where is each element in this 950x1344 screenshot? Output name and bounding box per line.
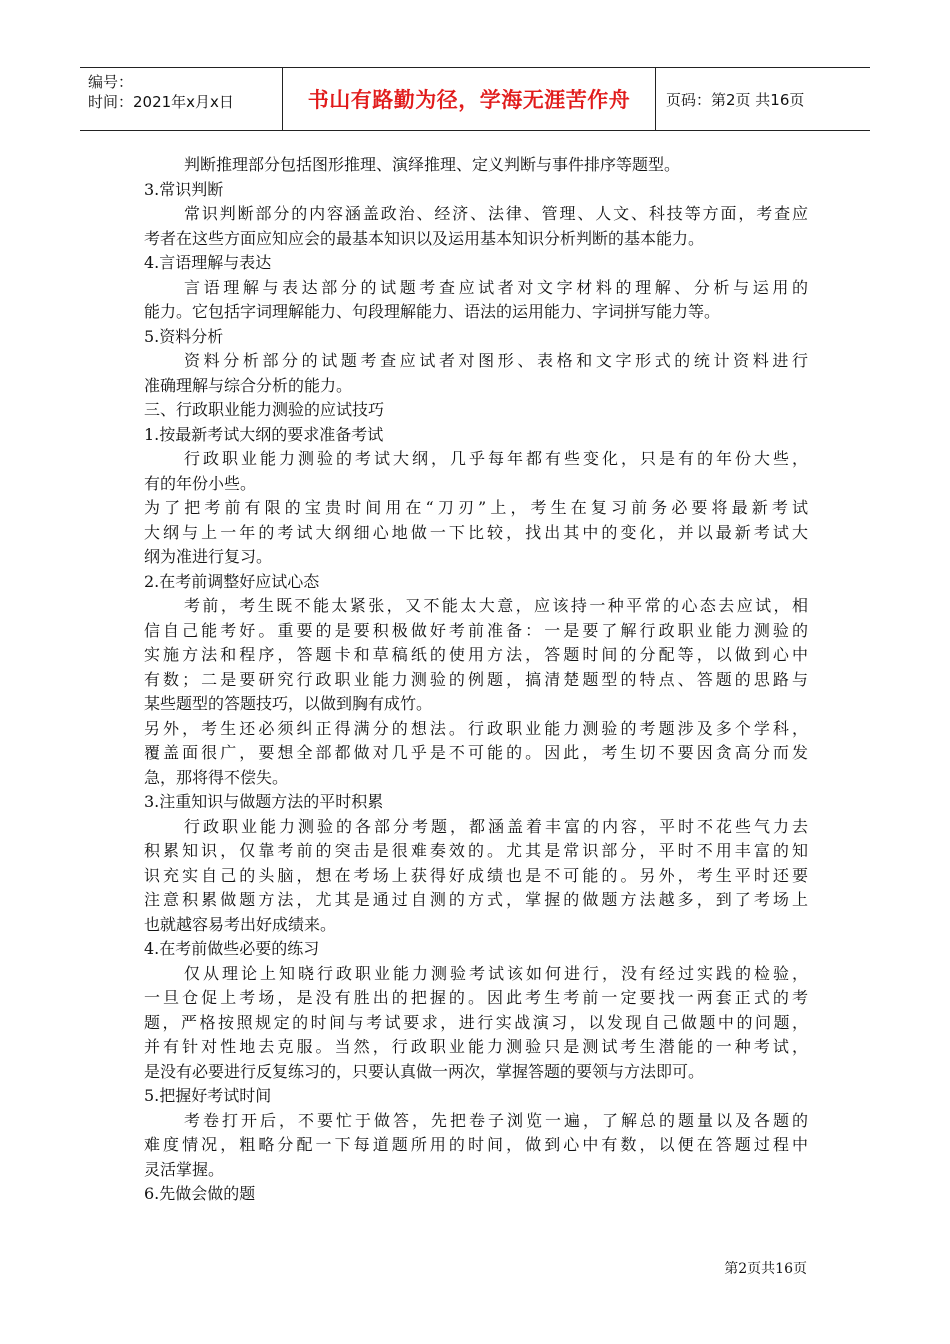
section-heading: 2.在考前调整好应试心态 xyxy=(144,571,320,591)
footer-page-number: 第2页共16页 xyxy=(724,1261,807,1277)
section-heading: 5.把握好考试时间 xyxy=(144,1086,272,1105)
paragraph-line: 大纲与上一年的考试大纲细心地做一下比较，找出其中的变化，并以最新考试大 xyxy=(144,522,808,542)
paragraph-line: 有的年份小些。 xyxy=(144,473,257,493)
paragraph-line: 覆盖面很广，要想全部都做对几乎是不可能的。因此，考生切不要因贪高分而发 xyxy=(144,743,808,762)
paragraph-line: 某些题型的答题技巧，以做到胸有成竹。 xyxy=(144,694,433,713)
paragraph-line: 信自己能考好。重要的是要积极做好考前准备：一是要了解行政职业能力测验的 xyxy=(144,620,808,640)
header-meta xyxy=(80,68,283,130)
section-heading: 4.在考前做些必要的练习 xyxy=(144,939,320,958)
paragraph-line: 也就越容易考出好成绩来。 xyxy=(144,914,337,934)
paragraph-line: 积累知识，仅靠考前的突击是很难奏效的。尤其是常识部分，平时不用丰富的知 xyxy=(144,841,808,860)
paragraph-line: 资料分析部分的试题考查应试者对图形、表格和文字形式的统计资料进行 xyxy=(184,351,808,370)
paragraph-line: 行政职业能力测验的各部分考题，都涵盖着丰富的内容，平时不花些气力去 xyxy=(184,816,808,836)
paragraph-line: 考者在这些方面应知应会的最基本知识以及运用基本知识分析判断的基本能力。 xyxy=(144,228,705,248)
paragraph-line: 难度情况，粗略分配一下每道题所用的时间，做到心中有数，以便在答题过程中 xyxy=(144,1135,808,1154)
header-page-number: 页码：第2页 共16页 xyxy=(666,90,805,109)
section-heading: 6.先做会做的题 xyxy=(144,1184,256,1203)
document-code-label: 编号： xyxy=(88,73,134,91)
paragraph-line: 常识判断部分的内容涵盖政治、经济、法律、管理、人文、科技等方面，考查应 xyxy=(184,204,808,223)
section-heading: 1.按最新考试大纲的要求准备考试 xyxy=(144,424,384,444)
paragraph-line: 识充实自己的头脑，想在考场上获得好成绩也是不可能的。另外，考生平时还要 xyxy=(144,865,808,885)
paragraph-line: 有数；二是要研究行政职业能力测验的例题，搞清楚题型的特点、答题的思路与 xyxy=(144,669,808,689)
section-heading: 3.常识判断 xyxy=(144,179,224,199)
paragraph-line: 判断推理部分包括图形推理、演绎推理、定义判断与事件排序等题型。 xyxy=(184,155,681,174)
paragraph-line: 急，那将得不偿失。 xyxy=(144,767,289,787)
section-heading: 4.言语理解与表达 xyxy=(144,253,272,272)
paragraph-line: 灵活掌握。 xyxy=(144,1159,225,1179)
paragraph-line: 准确理解与综合分析的能力。 xyxy=(144,375,353,395)
paragraph-line: 能力。它包括字词理解能力、句段理解能力、语法的运用能力、字词拼写能力等。 xyxy=(144,302,721,321)
paragraph-line: 是没有必要进行反复练习的，只要认真做一两次，掌握答题的要领与方法即可。 xyxy=(144,1061,705,1081)
document-body xyxy=(144,153,808,1207)
paragraph-line: 仅从理论上知晓行政职业能力测验考试该如何进行，没有经过实践的检验， xyxy=(184,963,808,983)
section-heading: 三、行政职业能力测验的应试技巧 xyxy=(144,400,385,419)
document-date: 时间：2021年x月x日 xyxy=(88,93,234,111)
paragraph-line: 一旦仓促上考场，是没有胜出的把握的。因此考生考前一定要找一两套正式的考 xyxy=(144,988,808,1007)
paragraph-line: 纲为准进行复习。 xyxy=(144,547,273,566)
paragraph-line: 为了把考前有限的宝贵时间用在“刀刃”上，考生在复习前务必要将最新考试 xyxy=(144,498,808,517)
paragraph-line: 考前，考生既不能太紧张，又不能太大意，应该持一种平常的心态去应试，相 xyxy=(184,596,808,615)
paragraph-line: 并有针对性地去克服。当然，行政职业能力测验只是测试考生潜能的一种考试， xyxy=(144,1037,808,1056)
page-header xyxy=(80,67,870,131)
section-heading: 3.注重知识与做题方法的平时积累 xyxy=(144,792,384,811)
paragraph-line: 注意积累做题方法，尤其是通过自测的方式，掌握的做题方法越多，到了考场上 xyxy=(144,890,808,909)
paragraph-line: 言语理解与表达部分的试题考查应试者对文字材料的理解、分析与运用的 xyxy=(184,277,808,297)
paragraph-line: 实施方法和程序，答题卡和草稿纸的使用方法，答题时间的分配等，以做到心中 xyxy=(144,645,808,664)
paragraph-line: 题，严格按照规定的时间与考试要求，进行实战演习，以发现自己做题中的问题， xyxy=(144,1012,808,1032)
paragraph-line: 另外，考生还必须纠正得满分的想法。行政职业能力测验的考题涉及多个学科， xyxy=(144,718,808,738)
paragraph-line: 行政职业能力测验的考试大纲，几乎每年都有些变化，只是有的年份大些， xyxy=(184,449,808,468)
section-heading: 5.资料分析 xyxy=(144,326,224,346)
header-motto: 书山有路勤为径，学海无涯苦作舟 xyxy=(283,68,656,130)
paragraph-line: 考卷打开后，不要忙于做答，先把卷子浏览一遍，了解总的题量以及各题的 xyxy=(184,1110,808,1130)
